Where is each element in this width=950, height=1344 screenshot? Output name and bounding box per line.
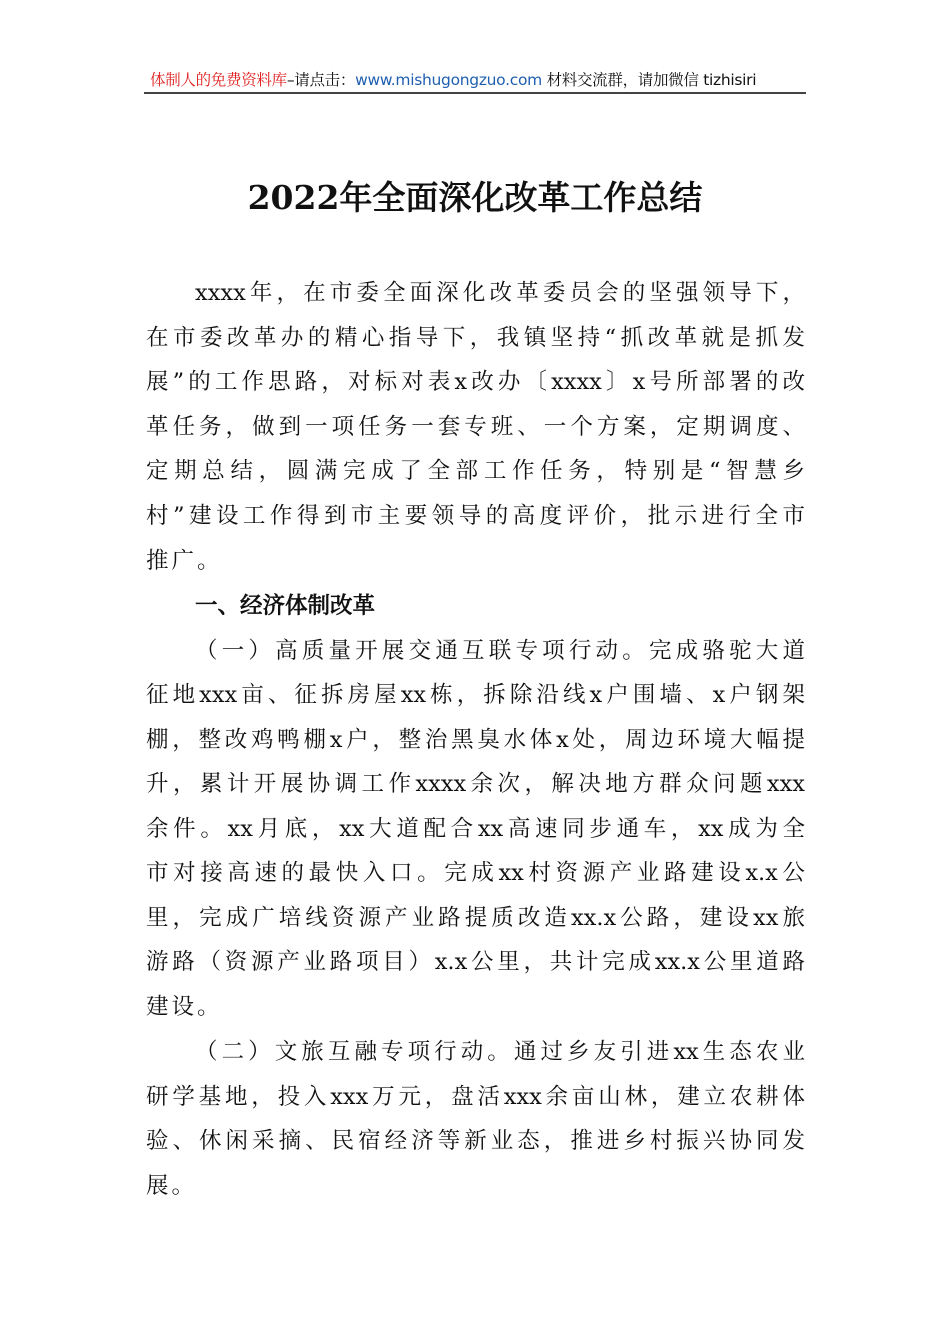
header-site-name: 体制人的免费资料库 — [150, 71, 287, 89]
header-prompt: –请点击： — [286, 71, 356, 89]
header-suffix: 材料交流群，请加微信 tizhisiri — [546, 71, 757, 89]
text-line: 市对接高速的最快入口。完成xx村资源产业路建设x.x公 — [146, 860, 805, 886]
header-divider — [144, 92, 806, 94]
text-line: （二）文旅互融专项行动。通过乡友引进xx生态农业 — [195, 1039, 805, 1065]
text-line: 升，累计开展协调工作xxxx余次，解决地方群众问题xxx — [146, 771, 805, 797]
header-url-link[interactable]: www.mishugongzuo.com — [355, 71, 542, 89]
section-heading: 一、经济体制改革 — [195, 593, 376, 619]
text-line: 余件。xx月底，xx大道配合xx高速同步通车，xx成为全 — [146, 816, 805, 842]
text-line: 游路（资源产业路项目）x.x公里，共计完成xx.x公里道路 — [146, 949, 805, 975]
text-line: （一）高质量开展交通互联专项行动。完成骆驼大道 — [195, 638, 805, 664]
text-line: 建设。 — [146, 994, 223, 1020]
text-line: 展”的工作思路，对标对表x改办〔xxxx〕x号所部署的改 — [146, 369, 805, 395]
text-line: xxxx年，在市委全面深化改革委员会的坚强领导下， — [195, 280, 805, 306]
text-line: 革任务，做到一项任务一套专班、一个方案，定期调度、 — [146, 414, 805, 440]
text-line: 展。 — [146, 1173, 198, 1199]
text-line: 在市委改革办的精心指导下，我镇坚持“抓改革就是抓发 — [146, 325, 805, 351]
text-line: 研学基地，投入xxx万元，盘活xxx余亩山林，建立农耕体 — [146, 1084, 805, 1110]
text-line: 推广。 — [146, 548, 223, 574]
document-title: 2022年全面深化改革工作总结 — [247, 178, 703, 217]
text-line: 验、休闲采摘、民宿经济等新业态，推进乡村振兴协同发 — [146, 1128, 805, 1154]
text-line: 征地xxx亩、征拆房屋xx栋，拆除沿线x户围墙、x户钢架 — [146, 682, 805, 708]
text-line: 定期总结，圆满完成了全部工作任务，特别是“智慧乡 — [146, 458, 805, 484]
page-header — [150, 68, 800, 90]
text-line: 村”建设工作得到市主要领导的高度评价，批示进行全市 — [146, 503, 805, 529]
text-line: 棚，整改鸡鸭棚x户，整治黑臭水体x处，周边环境大幅提 — [146, 727, 805, 753]
text-line: 里，完成广培线资源产业路提质改造xx.x公路，建设xx旅 — [146, 905, 805, 931]
